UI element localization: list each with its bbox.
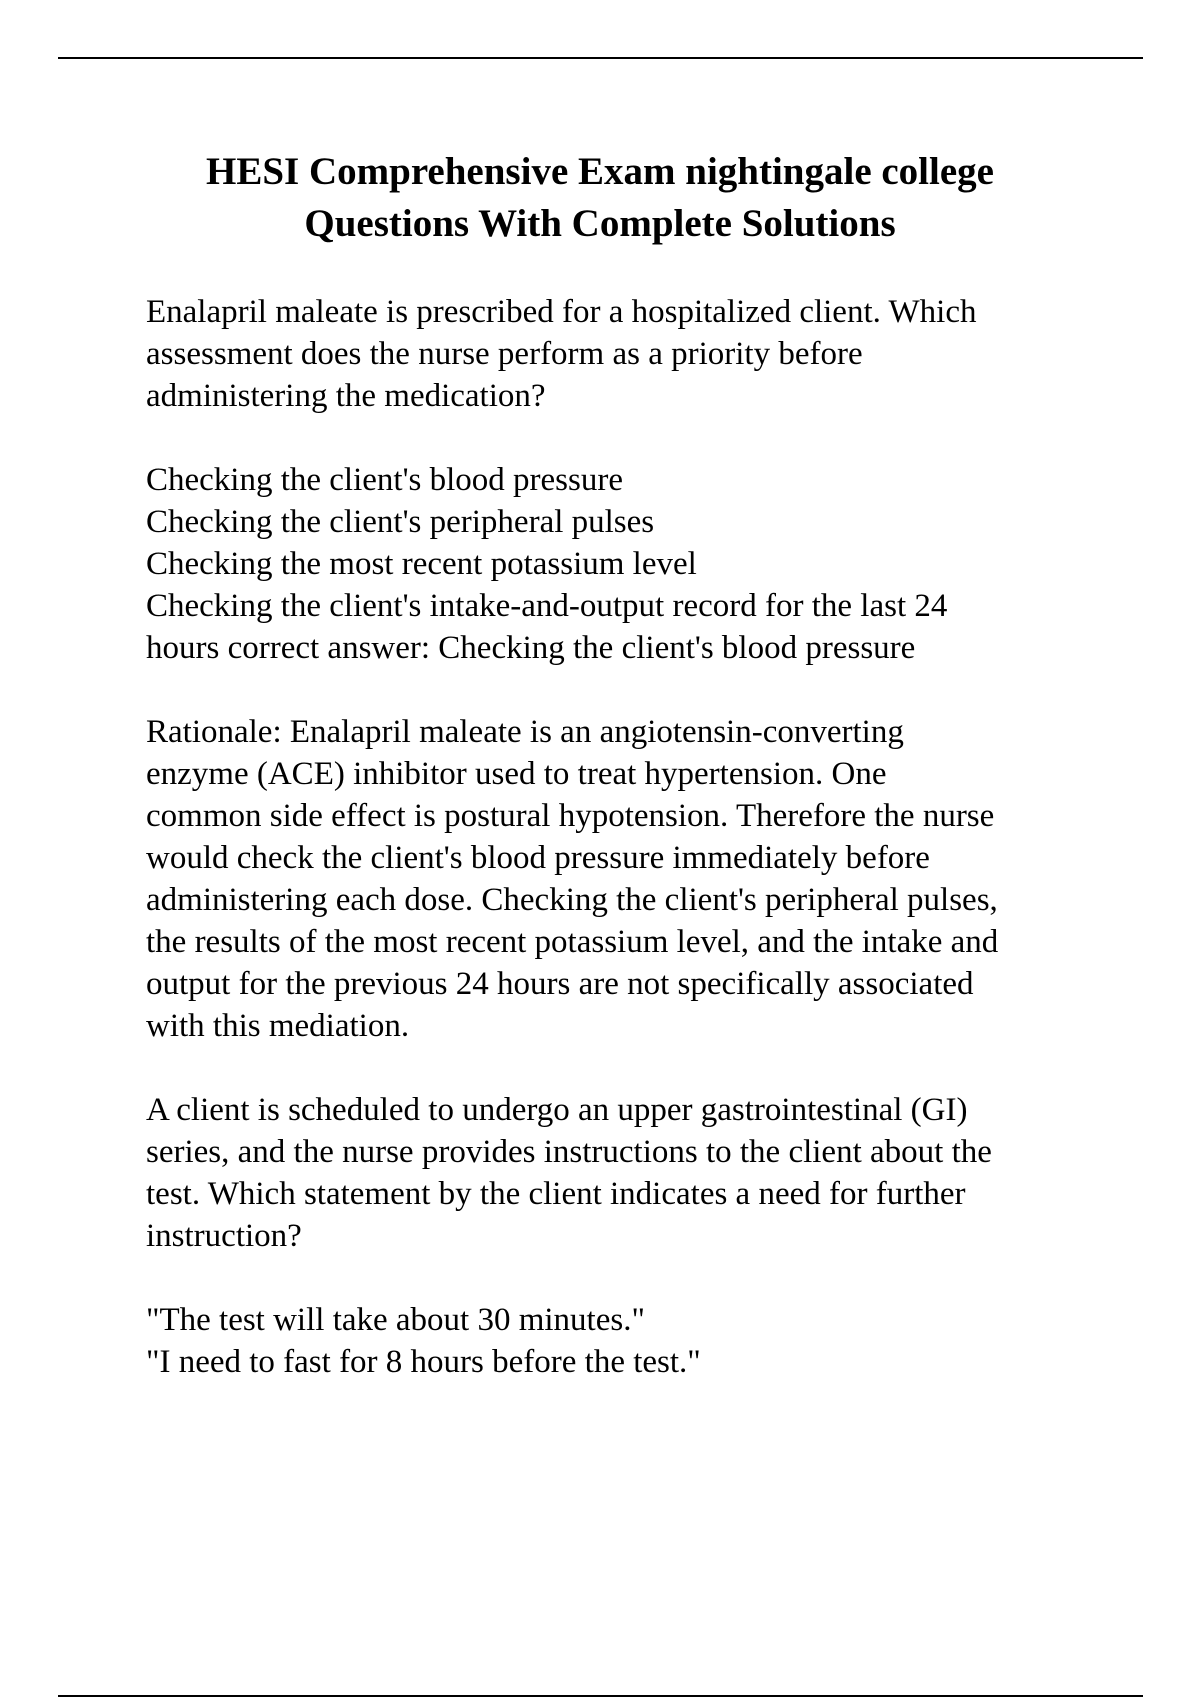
title-line: HESI Comprehensive Exam nightingale college [206,150,994,193]
text-line: A client is scheduled to undergo an upper gastrointestinal (GI) [146,1092,968,1128]
paragraph-gap [146,417,1136,459]
answer-line: hours correct answer: Checking the client's blood pressure [146,630,916,666]
question-1 [146,291,1136,1047]
text-line: administering each dose. Checking the client's peripheral pulses, [146,882,998,918]
text-line: the results of the most recent potassium level, and the intake and [146,924,999,960]
text-line: common side effect is postural hypotension. Therefore the nurse [146,798,995,834]
option-line: Checking the client's intake-and-output record for the last 24 [146,588,948,624]
option-line: Checking the client's peripheral pulses [146,504,655,540]
bottom-rule [58,1695,1143,1697]
text-line: Enalapril maleate is prescribed for a hospitalized client. Which [146,294,977,330]
text-line: Rationale: Enalapril maleate is an angiotensin-converting [146,714,904,750]
page-title [100,146,1100,250]
option-line: Checking the client's blood pressure [146,462,624,498]
question-2 [146,1089,1136,1383]
text-line: administering the medication? [146,378,546,414]
document-body [146,291,1136,1383]
question-1-stem [146,291,1136,417]
paragraph-gap [146,1047,1136,1089]
question-1-options [146,459,1136,669]
text-line: test. Which statement by the client indicates a need for further [146,1176,966,1212]
text-line: assessment does the nurse perform as a priority before [146,336,863,372]
question-2-stem [146,1089,1136,1257]
question-2-options [146,1299,1136,1383]
question-1-rationale [146,711,1136,1047]
text-line: series, and the nurse provides instructions to the client about the [146,1134,992,1170]
option-line: "I need to fast for 8 hours before the test." [146,1344,701,1380]
text-line: output for the previous 24 hours are not specifically associated [146,966,974,1002]
paragraph-gap [146,1257,1136,1299]
option-line: Checking the most recent potassium level [146,546,697,582]
text-line: with this mediation. [146,1008,410,1044]
paragraph-gap [146,669,1136,711]
text-line: instruction? [146,1218,302,1254]
option-line: "The test will take about 30 minutes." [146,1302,645,1338]
text-line: would check the client's blood pressure immediately before [146,840,930,876]
top-rule [58,57,1143,59]
title-line: Questions With Complete Solutions [304,202,896,245]
text-line: enzyme (ACE) inhibitor used to treat hypertension. One [146,756,887,792]
